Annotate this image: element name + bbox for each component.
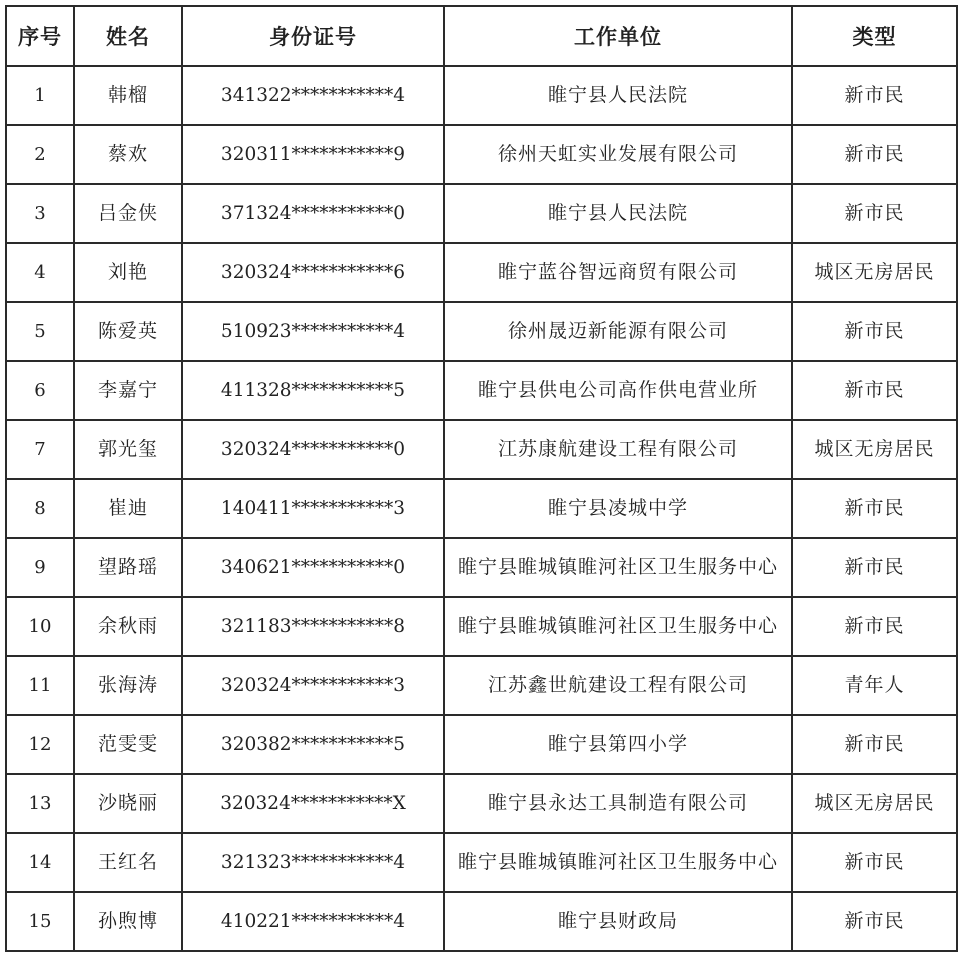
cell-name: 王红名 [74, 833, 182, 892]
table-row [6, 656, 957, 715]
header-employer: 工作单位 [444, 6, 792, 66]
table-row [6, 302, 957, 361]
cell-seq: 2 [6, 125, 74, 184]
cell-id-number: 510923***********4 [182, 302, 444, 361]
table-body [6, 66, 957, 951]
cell-seq: 4 [6, 243, 74, 302]
table-row [6, 361, 957, 420]
header-name: 姓名 [74, 6, 182, 66]
document-page [5, 5, 958, 952]
cell-id-number: 340621***********0 [182, 538, 444, 597]
cell-id-number: 321323***********4 [182, 833, 444, 892]
cell-id-number: 410221***********4 [182, 892, 444, 951]
cell-id-number: 320324***********0 [182, 420, 444, 479]
table-row [6, 715, 957, 774]
cell-id-number: 320311***********9 [182, 125, 444, 184]
cell-type: 城区无房居民 [792, 774, 957, 833]
cell-name: 范雯雯 [74, 715, 182, 774]
cell-employer: 睢宁县凌城中学 [444, 479, 792, 538]
table-header [6, 6, 957, 66]
cell-name: 蔡欢 [74, 125, 182, 184]
cell-name: 崔迪 [74, 479, 182, 538]
cell-seq: 1 [6, 66, 74, 125]
cell-id-number: 411328***********5 [182, 361, 444, 420]
cell-type: 新市民 [792, 597, 957, 656]
cell-id-number: 320382***********5 [182, 715, 444, 774]
cell-id-number: 140411***********3 [182, 479, 444, 538]
cell-type: 新市民 [792, 361, 957, 420]
cell-type: 新市民 [792, 538, 957, 597]
roster-table [5, 5, 958, 952]
cell-name: 孙煦博 [74, 892, 182, 951]
table-row [6, 538, 957, 597]
cell-employer: 睢宁县第四小学 [444, 715, 792, 774]
cell-name: 余秋雨 [74, 597, 182, 656]
cell-name: 陈爱英 [74, 302, 182, 361]
cell-employer: 睢宁县睢城镇睢河社区卫生服务中心 [444, 833, 792, 892]
cell-id-number: 321183***********8 [182, 597, 444, 656]
cell-type: 青年人 [792, 656, 957, 715]
cell-name: 韩榴 [74, 66, 182, 125]
table-row [6, 125, 957, 184]
cell-seq: 10 [6, 597, 74, 656]
cell-employer: 江苏康航建设工程有限公司 [444, 420, 792, 479]
cell-seq: 3 [6, 184, 74, 243]
cell-employer: 徐州天虹实业发展有限公司 [444, 125, 792, 184]
header-row [6, 6, 957, 66]
cell-seq: 12 [6, 715, 74, 774]
table-row [6, 892, 957, 951]
cell-seq: 5 [6, 302, 74, 361]
table-row [6, 597, 957, 656]
cell-employer: 睢宁县供电公司高作供电营业所 [444, 361, 792, 420]
cell-type: 新市民 [792, 479, 957, 538]
cell-seq: 6 [6, 361, 74, 420]
cell-type: 新市民 [792, 715, 957, 774]
table-row [6, 479, 957, 538]
cell-name: 吕金侠 [74, 184, 182, 243]
cell-employer: 睢宁县永达工具制造有限公司 [444, 774, 792, 833]
cell-seq: 8 [6, 479, 74, 538]
cell-seq: 15 [6, 892, 74, 951]
cell-employer: 江苏鑫世航建设工程有限公司 [444, 656, 792, 715]
cell-type: 新市民 [792, 302, 957, 361]
cell-employer: 睢宁县睢城镇睢河社区卫生服务中心 [444, 597, 792, 656]
header-type: 类型 [792, 6, 957, 66]
cell-employer: 睢宁蓝谷智远商贸有限公司 [444, 243, 792, 302]
table-row [6, 774, 957, 833]
cell-seq: 7 [6, 420, 74, 479]
cell-type: 新市民 [792, 125, 957, 184]
cell-employer: 睢宁县睢城镇睢河社区卫生服务中心 [444, 538, 792, 597]
cell-type: 新市民 [792, 184, 957, 243]
cell-employer: 睢宁县人民法院 [444, 66, 792, 125]
cell-type: 新市民 [792, 892, 957, 951]
cell-name: 郭光玺 [74, 420, 182, 479]
cell-seq: 9 [6, 538, 74, 597]
cell-name: 望路瑶 [74, 538, 182, 597]
cell-seq: 14 [6, 833, 74, 892]
cell-employer: 睢宁县人民法院 [444, 184, 792, 243]
header-id-number: 身份证号 [182, 6, 444, 66]
cell-type: 新市民 [792, 66, 957, 125]
cell-employer: 睢宁县财政局 [444, 892, 792, 951]
table-row [6, 420, 957, 479]
cell-name: 刘艳 [74, 243, 182, 302]
header-seq: 序号 [6, 6, 74, 66]
cell-type: 新市民 [792, 833, 957, 892]
cell-name: 李嘉宁 [74, 361, 182, 420]
cell-name: 张海涛 [74, 656, 182, 715]
cell-type: 城区无房居民 [792, 420, 957, 479]
cell-id-number: 320324***********6 [182, 243, 444, 302]
cell-name: 沙晓丽 [74, 774, 182, 833]
table-row [6, 66, 957, 125]
table-row [6, 833, 957, 892]
cell-id-number: 320324***********X [182, 774, 444, 833]
cell-id-number: 341322***********4 [182, 66, 444, 125]
cell-seq: 11 [6, 656, 74, 715]
cell-type: 城区无房居民 [792, 243, 957, 302]
cell-id-number: 371324***********0 [182, 184, 444, 243]
cell-employer: 徐州晟迈新能源有限公司 [444, 302, 792, 361]
table-row [6, 243, 957, 302]
cell-id-number: 320324***********3 [182, 656, 444, 715]
cell-seq: 13 [6, 774, 74, 833]
table-row [6, 184, 957, 243]
